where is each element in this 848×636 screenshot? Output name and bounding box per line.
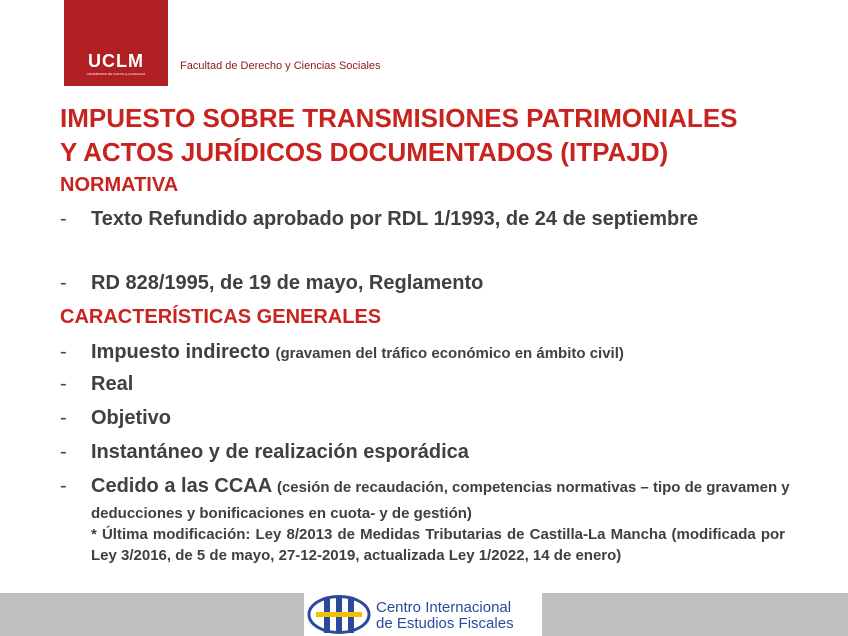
page-title (60, 101, 840, 169)
cief-name-line-1: Centro Internacional (376, 599, 512, 616)
cief-name (376, 600, 514, 632)
cief-name-line-2: de Estudios Fiscales (376, 615, 514, 632)
list-item (60, 338, 790, 368)
list-item-text: Cedido a las CCAA (91, 475, 272, 497)
bullet-dash: - (60, 475, 67, 497)
bullet-dash: - (60, 208, 67, 230)
list-item-text: Real (91, 373, 134, 395)
list-item-text: Objetivo (91, 407, 172, 429)
list-item (60, 404, 790, 433)
list-item (60, 474, 790, 526)
list-item (60, 438, 790, 467)
section-heading-normativa: NORMATIVA (60, 174, 179, 196)
uclm-logo-text: UCLM (88, 51, 144, 71)
cief-emblem-icon (304, 593, 374, 636)
footnote: * Última modificación: Ley 8/2013 de Medidas Tributarias de Castilla-La Mancha (modificada por Ley 3/2016, de 5 de mayo, 27-12-2019, actualizada Ley 1/2022, 14 de enero) (91, 526, 785, 564)
list-item-text: Texto Refundido aprobado por RDL 1/1993, de 24 de septiembre (91, 208, 699, 230)
title-line-1: IMPUESTO SOBRE TRANSMISIONES PATRIMONIALES (60, 103, 738, 133)
list-item-content (91, 338, 790, 368)
list-item-text: Impuesto indirecto (91, 341, 270, 363)
bullet-dash: - (60, 441, 67, 463)
section-heading-caracteristicas: CARACTERÍSTICAS GENERALES (60, 306, 382, 328)
list-item-text: Instantáneo y de realización esporádica (91, 441, 469, 463)
uclm-logo-subtext: UNIVERSIDAD DE CASTILLA-LA MANCHA (86, 72, 146, 76)
list-item-content (91, 474, 790, 526)
list-item (60, 370, 790, 399)
bullet-dash: - (60, 407, 67, 429)
list-item (60, 205, 790, 234)
title-line-2: Y ACTOS JURÍDICOS DOCUMENTADOS (ITPAJD) (60, 137, 669, 167)
list-item-note: (cesión de recaudación, competencias normativas – tipo de gravamen y deducciones y bonificaciones en cuota- y de gestión) (91, 479, 790, 522)
bullet-dash: - (60, 373, 67, 395)
uclm-logo (64, 0, 168, 86)
faculty-name: Facultad de Derecho y Ciencias Sociales (180, 60, 381, 72)
list-item (60, 269, 790, 298)
bullet-dash: - (60, 341, 67, 363)
list-item-text: RD 828/1995, de 19 de mayo, Reglamento (91, 272, 484, 294)
bullet-dash: - (60, 272, 67, 294)
cief-logo-block (304, 593, 542, 636)
list-item-note: (gravamen del tráfico económico en ámbito civil) (275, 345, 624, 362)
